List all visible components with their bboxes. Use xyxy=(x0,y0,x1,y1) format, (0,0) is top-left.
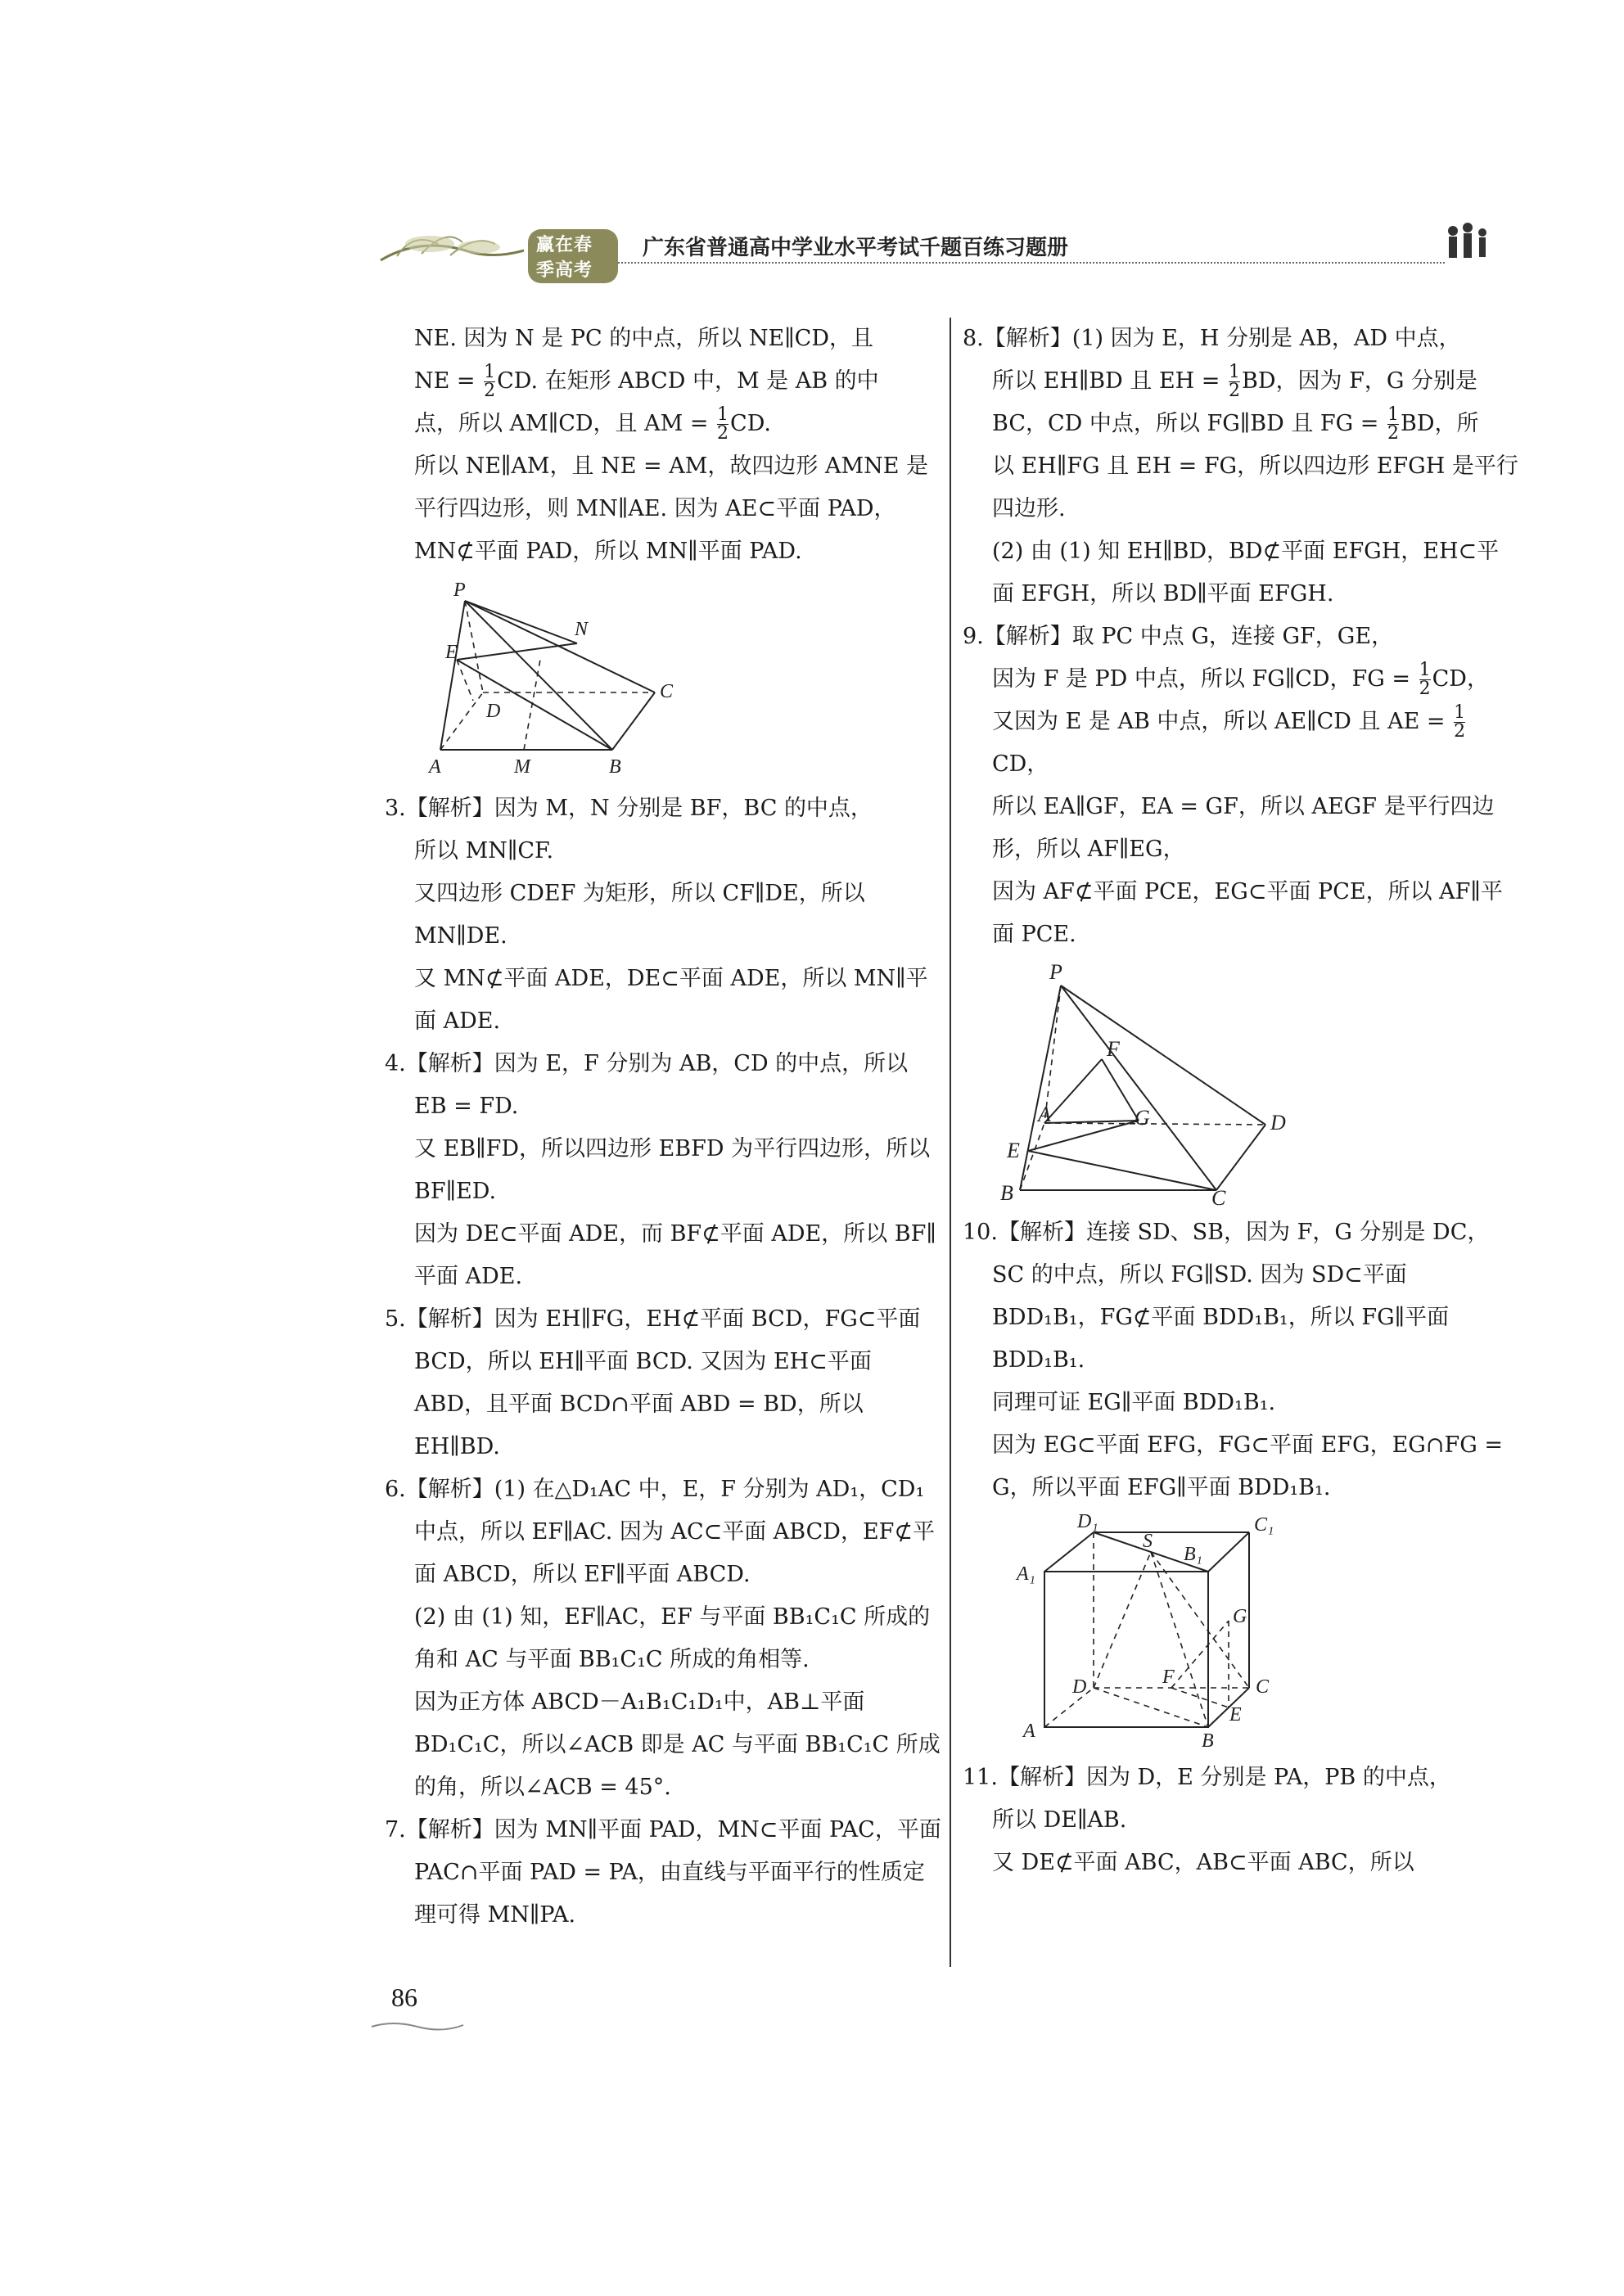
answer-8-line-1: 8.【解析】(1) 因为 E，H 分别是 AB，AD 中点， xyxy=(963,326,1461,351)
fraction-half: $\frac{1}{2}$ xyxy=(1387,404,1399,444)
label-S: S xyxy=(1143,1531,1153,1552)
header-divider xyxy=(618,262,1445,264)
label-C1: C₁ xyxy=(1254,1514,1274,1536)
answer-2-conclusion: 所以 NE∥AM，且 NE = AM，故四边形 AMNE 是平行四边形，则 MN∥AE. 因为 AE⊂平面 PAD，MN⊄平面 PAD，所以 MN∥平面 PAD. xyxy=(414,453,929,564)
answer-7: 7.【解析】因为 MN∥平面 PAD，MN⊂平面 PAC，平面 PAC∩平面 PAD = PA，由直线与平面平行的性质定理可得 MN∥PA. xyxy=(385,1817,941,1928)
answer-9-line-4: 所以 EA∥GF，EA = GF，所以 AEGF 是平行四边形，所以 AF∥EG， xyxy=(992,794,1495,862)
header-logo xyxy=(372,219,618,281)
answer-3-line-3: 又四边形 CDEF 为矩形，所以 CF∥DE，所以 MN∥DE. xyxy=(414,881,865,949)
pyramid-figure-pcd xyxy=(995,961,1290,1207)
answer-11-line-1: 11.【解析】因为 D，E 分别是 PA，PB 的中点， xyxy=(963,1765,1451,1790)
label-D: D xyxy=(1270,1111,1286,1134)
answer-2-line-1: NE. 因为 N 是 PC 的中点，所以 NE∥CD，且 xyxy=(414,326,873,351)
fraction-half: $\frac{1}{2}$ xyxy=(717,404,729,444)
left-column xyxy=(385,318,941,1937)
label-A1: A₁ xyxy=(1017,1563,1036,1585)
answer-11-line-3: 又 DE⊄平面 ABC，AB⊂平面 ABC，所以 xyxy=(992,1850,1414,1875)
label-N: N xyxy=(575,619,589,640)
label-C: C xyxy=(1256,1676,1270,1698)
label-G: G xyxy=(1233,1606,1247,1627)
fraction-half: $\frac{1}{2}$ xyxy=(1454,702,1466,742)
fraction-half: $\frac{1}{2}$ xyxy=(1229,362,1241,401)
answer-4-line-2: 又 EB∥FD，所以四边形 EBFD 为平行四边形，所以 BF∥ED. xyxy=(414,1136,931,1204)
answer-6-part-2: (2) 由 (1) 知，EF∥AC，EF 与平面 BB₁C₁C 所成的角和 AC 与平面 BB₁C₁C 所成的角相等. xyxy=(414,1604,931,1672)
page-header xyxy=(372,219,1494,281)
answer-9-line-3: 又因为 E 是 AB 中点，所以 AE∥CD 且 AE = $\frac{1}{2}$ CD， xyxy=(992,702,1466,777)
pyramid-figure-pmn xyxy=(417,578,679,783)
answer-10-line-2: 同理可证 EG∥平面 BDD₁B₁. xyxy=(992,1390,1276,1415)
label-P: P xyxy=(453,580,466,601)
answer-4-line-3: 因为 DE⊂平面 ADE，而 BF⊄平面 ADE，所以 BF∥平面 ADE. xyxy=(414,1221,936,1289)
answer-8-line-2: 所以 EH∥BD 且 EH = $\frac{1}{2}$ BD，因为 F，G 分别是 xyxy=(992,362,1477,401)
label-C: C xyxy=(1211,1186,1226,1207)
wheat-logo-icon xyxy=(372,219,528,268)
label-D: D xyxy=(1072,1676,1087,1698)
answer-8-line-3: BC，CD 中点，所以 FG∥BD 且 FG = $\frac{1}{2}$ BD，所 xyxy=(992,404,1479,444)
label-P: P xyxy=(1049,961,1062,984)
label-F: F xyxy=(1162,1667,1175,1688)
answer-9-line-1: 9.【解析】取 PC 中点 G，连接 GF，GE， xyxy=(963,624,1394,649)
label-A: A xyxy=(1038,1103,1051,1126)
answer-5: 5.【解析】因为 EH∥FG，EH⊄平面 BCD，FG⊂平面 BCD，所以 EH∥平面 BCD. 又因为 EH⊂平面 ABD，且平面 BCD∩平面 ABD = BD，所以 EH∥BD. xyxy=(385,1306,921,1459)
label-E: E xyxy=(445,642,458,663)
answer-3-line-2: 所以 MN∥CF. xyxy=(414,838,554,864)
label-C: C xyxy=(660,681,674,702)
answer-3-line-1: 3.【解析】因为 M，N 分别是 BF，BC 的中点， xyxy=(385,796,873,821)
answer-8-part-2: (2) 由 (1) 知 EH∥BD，BD⊄平面 EFGH，EH⊂平面 EFGH，所以 BD∥平面 EFGH. xyxy=(992,539,1500,607)
header-badge: 赢在春季高考 xyxy=(528,229,618,283)
label-B1: B₁ xyxy=(1184,1544,1203,1565)
right-column xyxy=(950,318,1519,1884)
label-A: A xyxy=(429,756,441,778)
fraction-half: $\frac{1}{2}$ xyxy=(1419,660,1431,699)
answer-6-part-3: 因为正方体 ABCD－A₁B₁C₁D₁中，AB⊥平面 BD₁C₁C，所以∠ACB 即是 AC 与平面 BB₁C₁C 所成的角，所以∠ACB = 45°. xyxy=(414,1689,941,1800)
label-D: D xyxy=(486,701,501,722)
cube-figure xyxy=(1012,1514,1306,1752)
label-D1: D₁ xyxy=(1077,1514,1098,1532)
answer-11-line-2: 所以 DE∥AB. xyxy=(992,1807,1127,1833)
label-B: B xyxy=(1000,1181,1013,1205)
fraction-half: $\frac{1}{2}$ xyxy=(484,362,496,401)
answer-3-line-4: 又 MN⊄平面 ADE，DE⊂平面 ADE，所以 MN∥平面 ADE. xyxy=(414,966,928,1034)
people-icon xyxy=(1437,219,1494,268)
label-M: M xyxy=(514,756,530,778)
label-E: E xyxy=(1229,1704,1242,1725)
header-title: 广东省普通高中学业水平考试千题百练习题册 xyxy=(643,236,1069,260)
answer-10-line-1: 10.【解析】连接 SD、SB，因为 F，G 分别是 DC，SC 的中点，所以 FG∥SD. 因为 SD⊂平面 BDD₁B₁，FG⊄平面 BDD₁B₁，所以 FG∥平面 BDD₁B₁. xyxy=(963,1220,1490,1373)
page-ornament-icon xyxy=(368,2019,467,2035)
answer-4-line-1: 4.【解析】因为 E，F 分别为 AB，CD 的中点，所以 EB = FD. xyxy=(385,1051,909,1119)
label-B: B xyxy=(609,756,621,778)
answer-2-line-3: 点，所以 AM∥CD，且 AM = $\frac{1}{2}$ CD. xyxy=(414,404,771,444)
page-number: 86 xyxy=(391,1982,417,2012)
label-B: B xyxy=(1202,1730,1214,1752)
answer-9-line-5: 因为 AF⊄平面 PCE，EG⊂平面 PCE，所以 AF∥平面 PCE. xyxy=(992,879,1503,947)
answer-6-part-1: 6.【解析】(1) 在△D₁AC 中，E，F 分别为 AD₁，CD₁中点，所以 EF∥AC. 因为 AC⊂平面 ABCD，EF⊄平面 ABCD，所以 EF∥平面 ABCD. xyxy=(385,1477,936,1587)
answer-10-line-3: 因为 EG⊂平面 EFG，FG⊂平面 EFG，EG∩FG = G，所以平面 EFG∥平面 BDD₁B₁. xyxy=(992,1432,1504,1500)
label-G: G xyxy=(1135,1106,1150,1130)
label-F: F xyxy=(1107,1037,1120,1061)
label-E: E xyxy=(1007,1139,1020,1162)
label-A: A xyxy=(1023,1721,1035,1742)
answer-8-line-4: 以 EH∥FG 且 EH = FG，所以四边形 EFGH 是平行四边形. xyxy=(992,453,1518,521)
answer-2-line-2: NE = $\frac{1}{2}$ CD. 在矩形 ABCD 中，M 是 AB 的中 xyxy=(414,362,879,401)
answer-9-line-2: 因为 F 是 PD 中点，所以 FG∥CD，FG = $\frac{1}{2}$ CD， xyxy=(992,660,1489,699)
